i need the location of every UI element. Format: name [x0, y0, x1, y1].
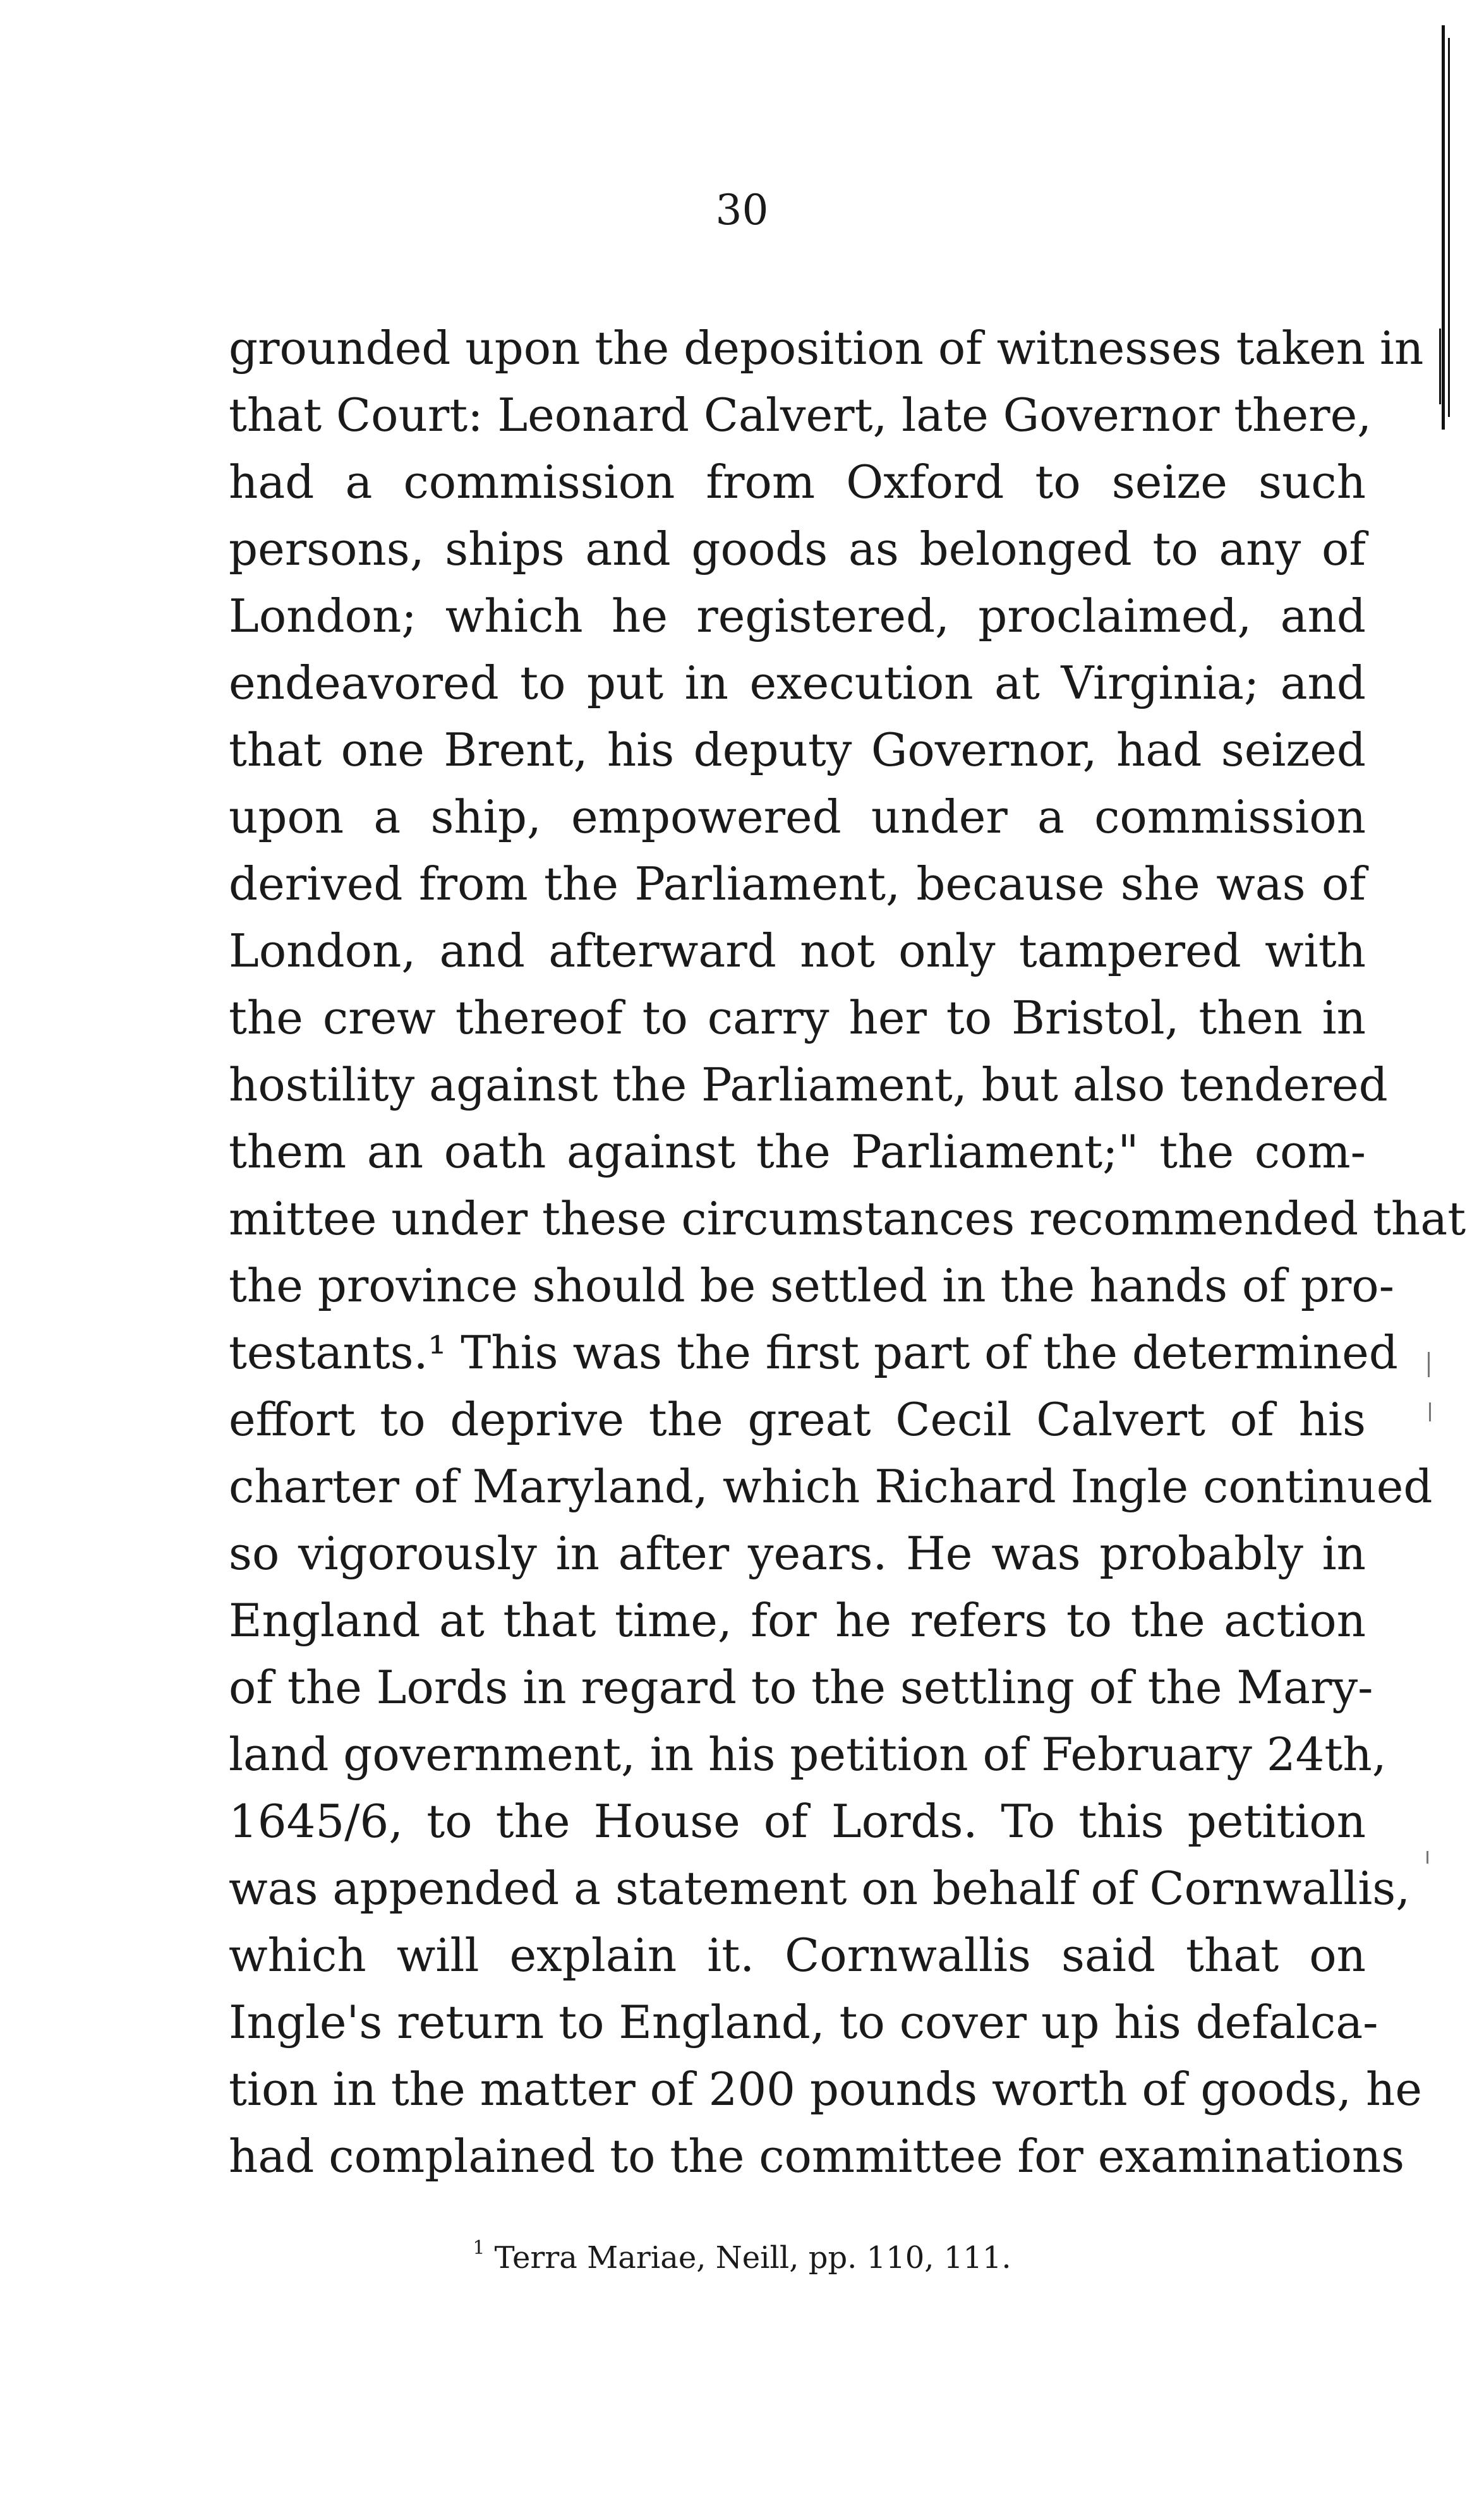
- text-line: endeavored to put in execution at Virginia; and: [229, 656, 1366, 709]
- text-line: England at that time, for he refers to the action: [229, 1594, 1366, 1647]
- text-line: that Court: Leonard Calvert, late Governor there,: [229, 389, 1372, 442]
- text-line: them an oath against the Parliament;" the com-: [229, 1125, 1366, 1178]
- text-line: was appended a statement on behalf of Cornwallis,: [229, 1862, 1411, 1915]
- text-line: effort to deprive the great Cecil Calvert of his: [229, 1393, 1366, 1446]
- text-line: had a commission from Oxford to seize such: [229, 455, 1366, 509]
- text-line: land government, in his petition of February 24th,: [229, 1728, 1387, 1781]
- text-line: charter of Maryland, which Richard Ingle continued: [229, 1460, 1433, 1513]
- scan-speck: [1429, 1402, 1431, 1421]
- text-line: of the Lords in regard to the settling of the Mary-: [229, 1661, 1373, 1714]
- binding-edge-mark: [1442, 25, 1445, 430]
- binding-edge-mark: [1439, 329, 1441, 404]
- text-line: hostility against the Parliament, but also tendered: [229, 1058, 1388, 1111]
- text-line: mittee under these circumstances recommended that: [229, 1192, 1466, 1245]
- page-number: 30: [715, 186, 769, 234]
- text-line: that one Brent, his deputy Governor, had seized: [229, 723, 1366, 776]
- text-line: upon a ship, empowered under a commission: [229, 790, 1366, 843]
- text-line: derived from the Parliament, because she was of: [229, 857, 1366, 910]
- scan-speck: [1427, 1851, 1428, 1864]
- text-line: the province should be settled in the hands of pro-: [229, 1259, 1394, 1312]
- text-line: the crew thereof to carry her to Bristol, then in: [229, 991, 1366, 1044]
- text-line: London, and afterward not only tampered with: [229, 924, 1366, 977]
- body-text: [229, 315, 1466, 2190]
- footnote: [0, 2237, 1484, 2276]
- footnote-text: Terra Mariae, Neill, pp. 110, 111.: [494, 2240, 1011, 2276]
- text-line: had complained to the committee for examinations: [229, 2130, 1405, 2183]
- text-line: grounded upon the deposition of witnesses taken in: [229, 322, 1424, 375]
- binding-edge-mark: [1448, 38, 1450, 417]
- footnote-marker: 1: [473, 2237, 485, 2259]
- text-line: persons, ships and goods as belonged to any of: [229, 522, 1366, 576]
- text-line: tion in the matter of 200 pounds worth of goods, he: [229, 2063, 1422, 2116]
- text-line: so vigorously in after years. He was probably in: [229, 1527, 1366, 1580]
- text-line: 1645/6, to the House of Lords. To this petition: [229, 1795, 1366, 1848]
- text-line: Ingle's return to England, to cover up his defalca-: [229, 1996, 1378, 2049]
- text-line: testants.¹ This was the first part of the determined: [229, 1326, 1398, 1379]
- scan-speck: [1428, 1352, 1430, 1377]
- text-line: which will explain it. Cornwallis said that on: [229, 1929, 1366, 1982]
- text-line: London; which he registered, proclaimed, and: [229, 589, 1366, 642]
